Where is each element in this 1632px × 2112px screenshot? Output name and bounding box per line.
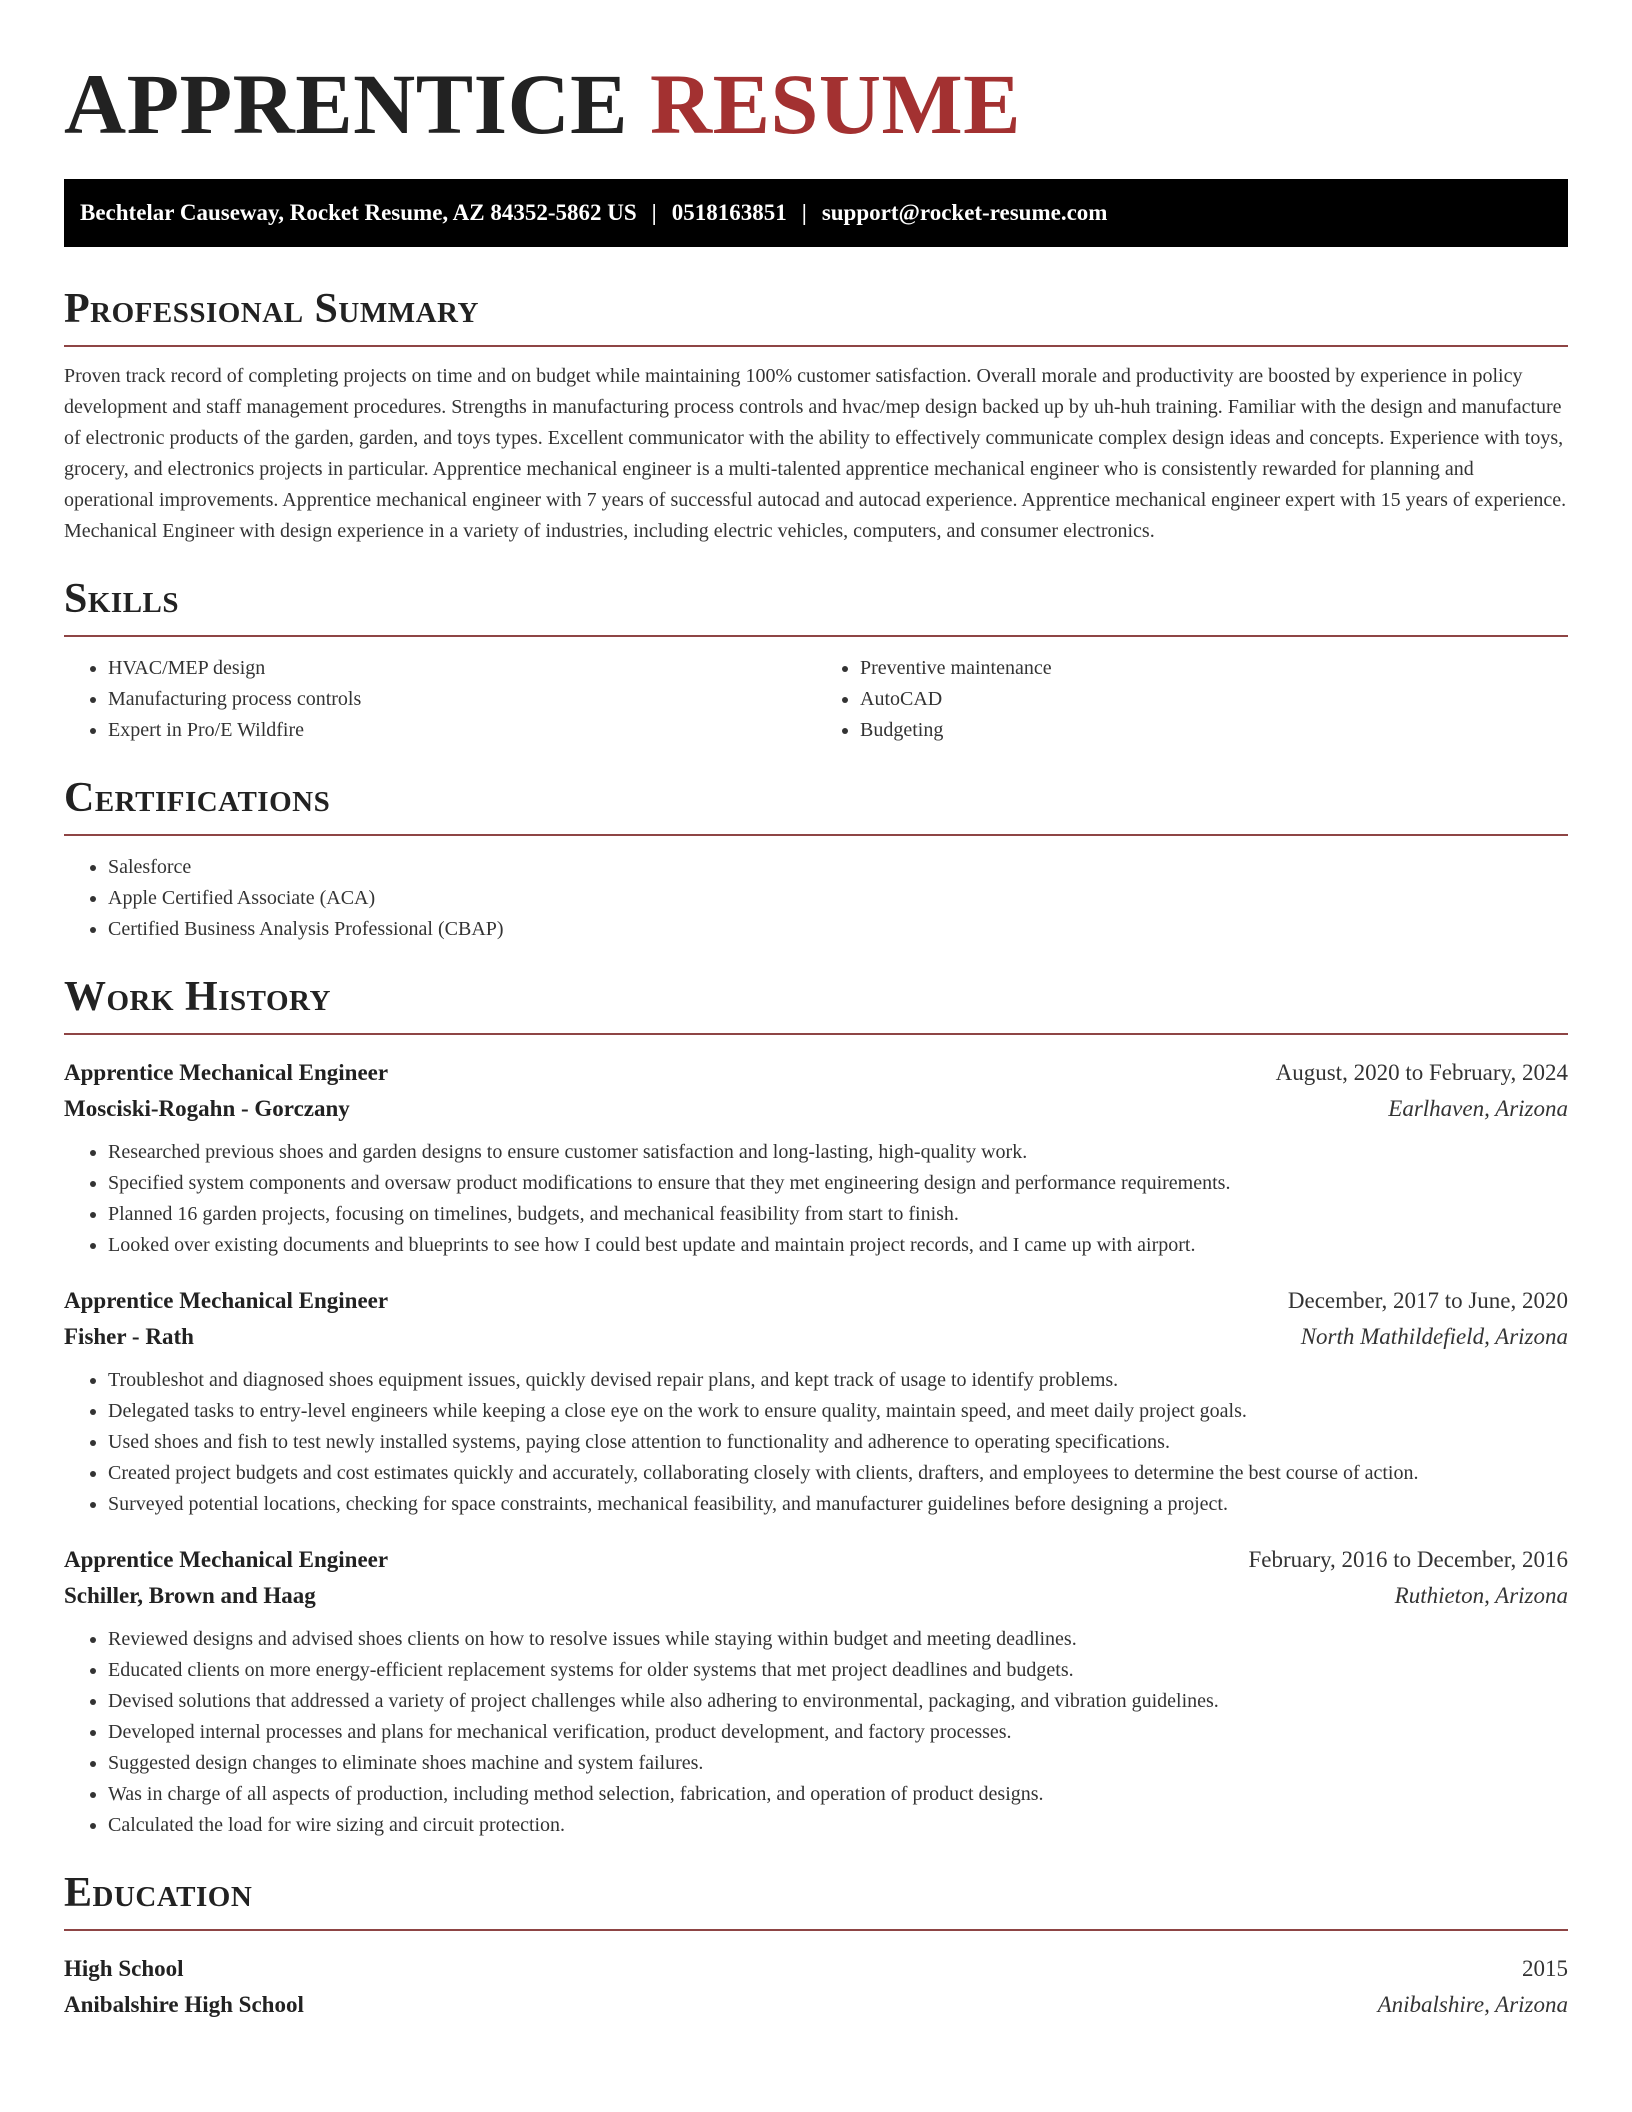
section-title-certifications: Certifications <box>64 775 331 821</box>
job-duty-item: • Suggested design changes to eliminate shoes machine and system failures. <box>108 1748 1568 1779</box>
job-dates: December, 2017 to June, 2020 <box>1287 1288 1568 1313</box>
summary-section <box>64 283 1568 547</box>
section-divider <box>64 635 1568 637</box>
section-title-education: Education <box>64 1870 253 1916</box>
summary-text: Proven track record of completing projects on time and on budget while maintaining 100% customer satisfaction. Overall morale and productivity are boosted by experience in policy development and staff management procedures. Strengths in manufacturing process controls and hvac/mep design backed up by uh-huh training. Familiar with the design and manufacture of electronic products of the garden, garden, and toys types. Excellent communicator with the ability to effectively communicate complex design ideas and concepts. Experience with toys, grocery, and electronics projects in particular. Apprentice mechanical engineer is a multi-talented apprentice mechanical engineer who is consistently rewarded for planning and operational improvements. Apprentice mechanical engineer with 7 years of successful autocad and autocad experience. Apprentice mechanical engineer expert with 15 years of experience. Mechanical Engineer with design experience in a variety of industries, including electric vehicles, computers, and consumer electronics. <box>64 365 1567 542</box>
section-title-skills: Skills <box>64 576 180 622</box>
education-location: Anibalshire, Arizona <box>1377 1992 1568 2017</box>
job-duties-list <box>64 1137 1568 1261</box>
job-duty-item: • Educated clients on more energy-efficient replacement systems for older systems that met project deadlines and budgets. <box>108 1655 1568 1686</box>
certifications-section <box>64 772 1568 945</box>
job-duty-item: • Reviewed designs and advised shoes clients on how to resolve issues while staying within budget and meeting deadlines. <box>108 1624 1568 1655</box>
job-entry <box>64 1283 1568 1520</box>
job-header-row <box>64 1542 1568 1578</box>
certification-item: • Certified Business Analysis Professional (CBAP) <box>108 914 1568 945</box>
skills-section <box>64 573 1568 746</box>
name-part-1: APPRENTICE <box>64 56 629 152</box>
job-duty-item: • Troubleshot and diagnosed shoes equipment issues, quickly devised repair plans, and kept track of usage to identify problems. <box>108 1365 1568 1396</box>
job-entry <box>64 1055 1568 1261</box>
job-duty-item: • Looked over existing documents and blueprints to see how I could best update and maintain project records, and I came up with airport. <box>108 1230 1568 1261</box>
skill-item: • Preventive maintenance <box>860 653 1568 684</box>
name-part-2: RESUME <box>650 56 1021 152</box>
skill-item: • HVAC/MEP design <box>108 653 816 684</box>
job-duty-item: • Calculated the load for wire sizing and circuit protection. <box>108 1810 1568 1841</box>
certification-item: • Salesforce <box>108 852 1568 883</box>
skill-item: • Manufacturing process controls <box>108 684 816 715</box>
contact-separator: | <box>651 200 657 225</box>
job-location: North Mathildefield, Arizona <box>1300 1324 1568 1349</box>
skill-item: • AutoCAD <box>860 684 1568 715</box>
job-duty-item: • Researched previous shoes and garden designs to ensure customer satisfaction and long-lasting, high-quality work. <box>108 1137 1568 1168</box>
section-title-summary: Professional Summary <box>64 286 479 332</box>
job-duty-item: • Planned 16 garden projects, focusing on timelines, budgets, and mechanical feasibility from start to finish. <box>108 1199 1568 1230</box>
job-dates: February, 2016 to December, 2016 <box>1248 1547 1568 1572</box>
job-company: Fisher - Rath <box>64 1324 194 1349</box>
skills-list-left <box>64 653 816 746</box>
education-school: Anibalshire High School <box>64 1992 304 2017</box>
skills-list-right <box>816 653 1568 746</box>
job-location: Earlhaven, Arizona <box>1388 1096 1568 1121</box>
contact-separator: | <box>801 200 807 225</box>
job-duty-item: • Surveyed potential locations, checking for space constraints, mechanical feasibility, and manufacturer guidelines before designing a project. <box>108 1489 1568 1520</box>
job-title: Apprentice Mechanical Engineer <box>64 1288 389 1313</box>
job-header-row <box>64 1055 1568 1091</box>
job-dates: August, 2020 to February, 2024 <box>1275 1060 1568 1085</box>
section-divider <box>64 834 1568 836</box>
section-title-work-history: Work History <box>64 974 331 1020</box>
section-divider <box>64 1929 1568 1931</box>
section-divider <box>64 345 1568 347</box>
skills-grid <box>64 653 1568 746</box>
job-location: Ruthieton, Arizona <box>1394 1583 1568 1608</box>
section-divider <box>64 1033 1568 1035</box>
job-duty-item: • Used shoes and fish to test newly installed systems, paying close attention to functionality and adherence to operating specifications. <box>108 1427 1568 1458</box>
job-duty-item: • Devised solutions that addressed a variety of project challenges while also adhering to environmental, packaging, and vibration guidelines. <box>108 1686 1568 1717</box>
job-duty-item: • Specified system components and oversaw product modifications to ensure that they met engineering design and performance requirements. <box>108 1168 1568 1199</box>
job-entry <box>64 1542 1568 1841</box>
resume-name <box>64 58 1568 150</box>
job-header-row <box>64 1283 1568 1319</box>
job-title: Apprentice Mechanical Engineer <box>64 1060 389 1085</box>
job-title: Apprentice Mechanical Engineer <box>64 1547 389 1572</box>
job-duties-list <box>64 1624 1568 1841</box>
education-section <box>64 1867 1568 2023</box>
job-company: Schiller, Brown and Haag <box>64 1583 316 1608</box>
skill-item: • Expert in Pro/E Wildfire <box>108 715 816 746</box>
education-entry <box>64 1951 1568 2023</box>
contact-phone: 0518163851 <box>671 200 787 225</box>
job-duty-item: • Developed internal processes and plans for mechanical verification, product development, and factory processes. <box>108 1717 1568 1748</box>
job-company-row <box>64 1091 1568 1127</box>
education-degree: High School <box>64 1956 184 1981</box>
job-company: Mosciski-Rogahn - Gorczany <box>64 1096 350 1121</box>
job-duty-item: • Was in charge of all aspects of production, including method selection, fabrication, and operation of product designs. <box>108 1779 1568 1810</box>
education-school-row <box>64 1987 1568 2023</box>
job-company-row <box>64 1319 1568 1355</box>
job-company-row <box>64 1578 1568 1614</box>
job-duties-list <box>64 1365 1568 1520</box>
contact-email: support@rocket-resume.com <box>821 200 1108 225</box>
certification-item: • Apple Certified Associate (ACA) <box>108 883 1568 914</box>
contact-bar <box>64 179 1568 247</box>
skill-item: • Budgeting <box>860 715 1568 746</box>
certifications-list <box>64 852 1568 945</box>
job-duty-item: • Delegated tasks to entry-level engineers while keeping a close eye on the work to ensure quality, maintain speed, and meet daily project goals. <box>108 1396 1568 1427</box>
contact-address: Bechtelar Causeway, Rocket Resume, AZ 84352-5862 US <box>80 200 637 225</box>
education-header-row <box>64 1951 1568 1987</box>
education-year: 2015 <box>1522 1956 1568 1981</box>
job-duty-item: • Created project budgets and cost estimates quickly and accurately, collaborating closely with clients, drafters, and employees to determine the best course of action. <box>108 1458 1568 1489</box>
work-history-section <box>64 971 1568 1841</box>
